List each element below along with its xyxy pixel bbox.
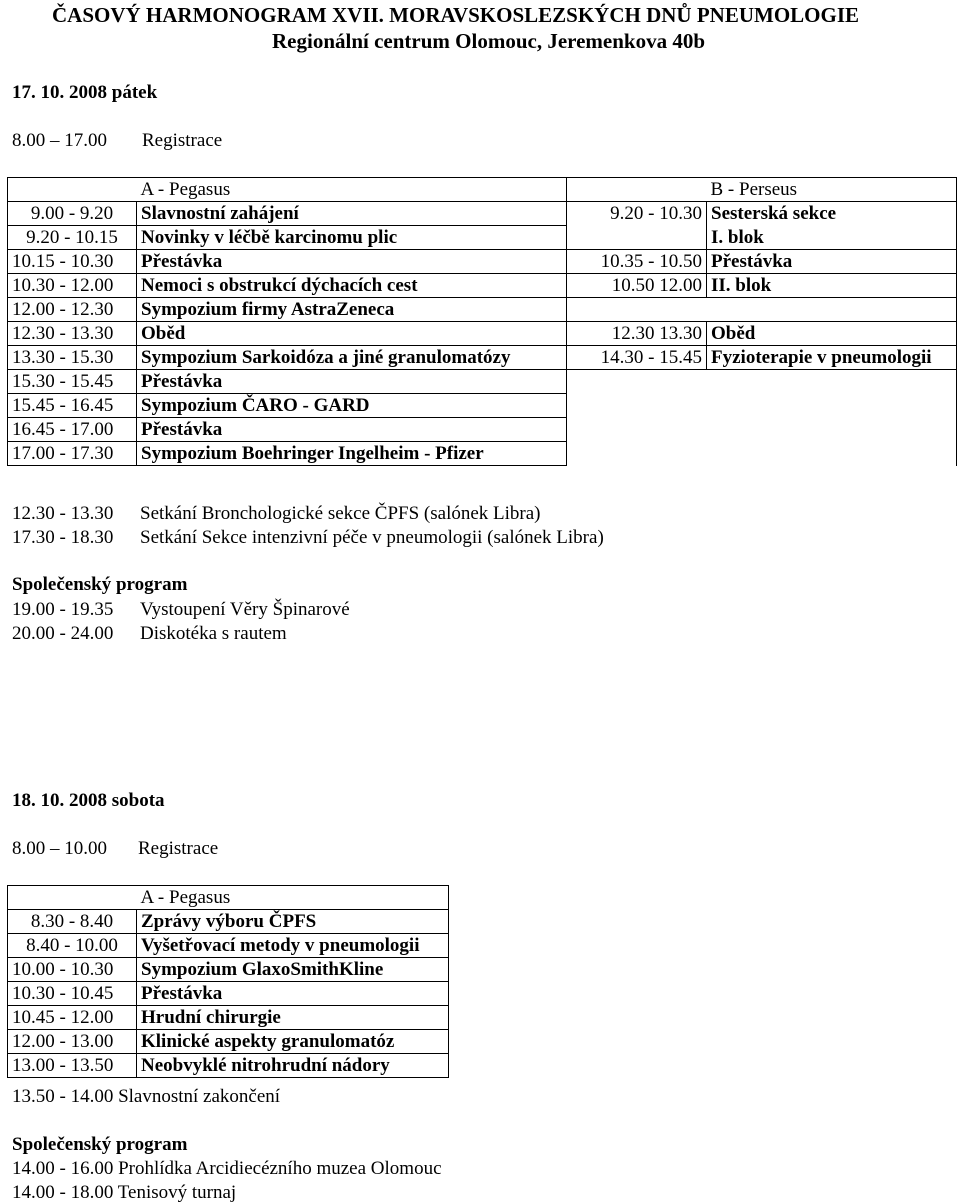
document-title: ČASOVÝ HARMONOGRAM XVII. MORAVSKOSLEZSKÝCH DNŮ PNEUMOLOGIE xyxy=(52,3,860,27)
table-row: 13.30 - 15.30 Sympozium Sarkoidóza a jiné granulomatózy 14.30 - 15.45 Fyzioterapie v pneumologii xyxy=(8,346,957,370)
social-item: 14.00 - 16.00 Prohlídka Arcidiecézního muzea Olomouc xyxy=(12,1158,442,1179)
hall-a-header: A - Pegasus xyxy=(137,886,449,910)
table-row: 17.00 - 17.30 Sympozium Boehringer Ingelheim - Pfizer xyxy=(8,442,957,466)
social-event: Vystoupení Věry Špinarové xyxy=(140,599,350,620)
table-row: 8.40 - 10.00 Vyšetřovací metody v pneumologii xyxy=(8,934,449,958)
day1-registration-time: 8.00 – 17.00 xyxy=(12,130,107,151)
table-row: 10.00 - 10.30 Sympozium GlaxoSmithKline xyxy=(8,958,449,982)
table-row: 10.15 - 10.30 Přestávka 10.35 - 10.50 Přestávka xyxy=(8,250,957,274)
table-row: 15.30 - 15.45 Přestávka xyxy=(8,370,957,394)
day1-registration-label: Registrace xyxy=(142,130,223,151)
table-row: 16.45 - 17.00 Přestávka xyxy=(8,418,957,442)
hall-b-header: B - Perseus xyxy=(707,178,957,202)
day2-social-heading: Společenský program xyxy=(12,1134,188,1155)
table-row: 8.30 - 8.40 Zprávy výboru ČPFS xyxy=(8,910,449,934)
table-row: 10.30 - 12.00 Nemoci s obstrukcí dýchacích cest 10.50 12.00 II. blok xyxy=(8,274,957,298)
table-header-row xyxy=(8,886,449,910)
meeting-time: 17.30 - 18.30 xyxy=(12,527,114,548)
document-subtitle: Regionální centrum Olomouc, Jeremenkova 40b xyxy=(272,29,706,53)
social-time: 20.00 - 24.00 xyxy=(12,623,114,644)
hall-a-header: A - Pegasus xyxy=(137,178,567,202)
table-row: 9.00 - 9.20 Slavnostní zahájení 9.20 - 10.30 Sesterská sekce xyxy=(8,202,957,226)
table-row: 12.00 - 12.30 Sympozium firmy AstraZeneca xyxy=(8,298,957,322)
day2-registration-label: Registrace xyxy=(138,838,219,859)
social-item: 14.00 - 18.00 Tenisový turnaj xyxy=(12,1182,237,1203)
table-row: 12.00 - 13.00 Klinické aspekty granulomatóz xyxy=(8,1030,449,1054)
meeting-event: Setkání Sekce intenzivní péče v pneumologii (salónek Libra) xyxy=(140,527,604,548)
meeting-event: Setkání Bronchologické sekce ČPFS (salónek Libra) xyxy=(140,503,541,524)
day2-registration-time: 8.00 – 10.00 xyxy=(12,838,107,859)
table-row: 9.20 - 10.15 Novinky v léčbě karcinomu plic I. blok xyxy=(8,226,957,250)
table-row: 13.00 - 13.50 Neobvyklé nitrohrudní nádory xyxy=(8,1054,449,1078)
table-header-row xyxy=(8,178,957,202)
day1-date: 17. 10. 2008 pátek xyxy=(12,82,158,103)
social-event: Diskotéka s rautem xyxy=(140,623,287,644)
day2-schedule-table xyxy=(7,885,449,1078)
table-row: 10.45 - 12.00 Hrudní chirurgie xyxy=(8,1006,449,1030)
table-row: 12.30 - 13.30 Oběd 12.30 13.30 Oběd xyxy=(8,322,957,346)
social-time: 19.00 - 19.35 xyxy=(12,599,114,620)
closing-ceremony: 13.50 - 14.00 Slavnostní zakončení xyxy=(12,1086,281,1107)
meeting-time: 12.30 - 13.30 xyxy=(12,503,114,524)
table-row: 15.45 - 16.45 Sympozium ČARO - GARD xyxy=(8,394,957,418)
table-row: 10.30 - 10.45 Přestávka xyxy=(8,982,449,1006)
day2-date: 18. 10. 2008 sobota xyxy=(12,790,165,811)
day1-social-heading: Společenský program xyxy=(12,574,188,595)
day1-schedule-table xyxy=(7,177,957,466)
